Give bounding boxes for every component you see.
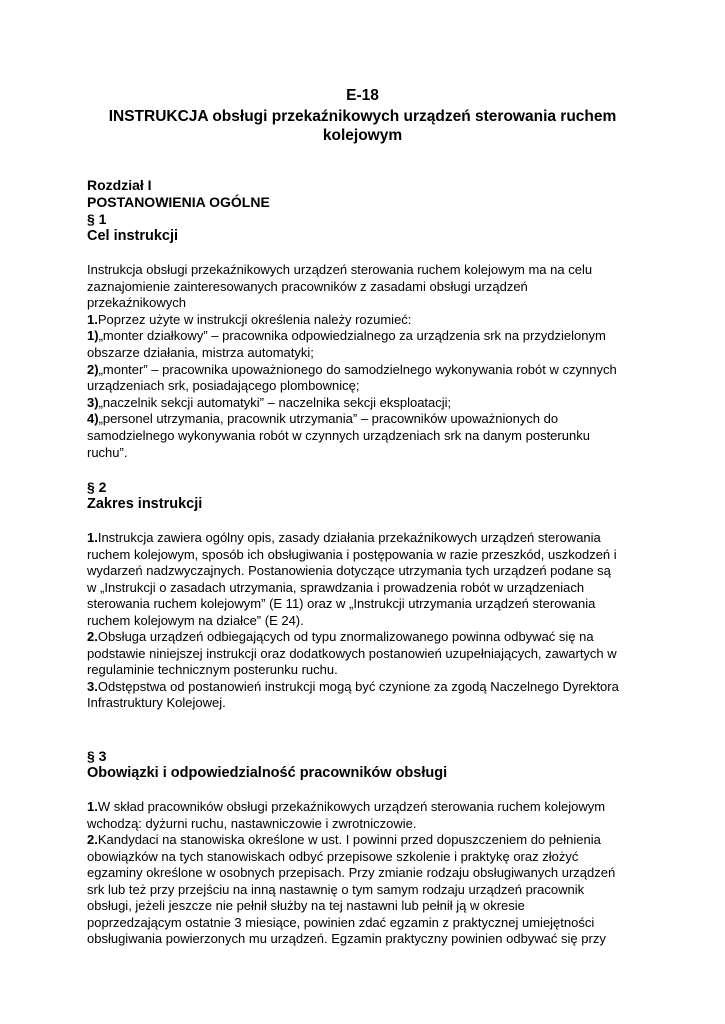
- line-text: ruchem kolejowym, sposób ich obsługiwania i postępowania w razie przeszkód, uszkodzeń i: [87, 546, 617, 562]
- body-line: [87, 816, 416, 832]
- line-text: przekaźnikowych: [87, 295, 186, 311]
- line-text: obsługiwania powierzonych mu urządzeń. Egzamin praktyczny powinien odbywać się przy: [87, 931, 606, 946]
- body-line: [87, 679, 619, 695]
- body-line: [87, 279, 528, 295]
- body-line: [87, 662, 338, 678]
- body-line: [87, 445, 127, 461]
- item-number: 1.: [87, 530, 98, 545]
- line-text: wydarzeń nadzwyczajnych. Postanowienia dotyczące utrzymania tych urządzeń podane są: [87, 563, 611, 578]
- chapter-label: Rozdział I: [87, 177, 152, 193]
- body-line: [87, 378, 359, 394]
- section-3-number: § 3: [87, 748, 107, 764]
- line-text: Odstępstwa od postanowień instrukcji mogą być czynione za zgodą Naczelnego Dyrektora: [97, 678, 619, 694]
- line-text: samodzielnego wykonywania robót w czynnych urządzeniach srk na danym posterunku: [87, 428, 590, 443]
- body-line: [87, 563, 611, 579]
- line-text: Instrukcja obsługi przekaźnikowych urządzeń sterowania ruchem kolejowym ma na celu: [87, 262, 593, 277]
- line-text: obszarze działania, mistrza automatyki;: [87, 345, 314, 360]
- line-text: „monter działkowy” – pracownika odpowiedzialnego za urządzenia srk na przydzielonym: [98, 328, 606, 344]
- document-title-line-1: INSTRUKCJA obsługi przekaźnikowych urządzeń sterowania ruchem: [108, 108, 617, 125]
- item-number: 1): [87, 328, 99, 344]
- item-number: 3.: [87, 678, 98, 694]
- body-line: [87, 596, 595, 612]
- line-text: obowiązków na tych stanowiskach odbyć przepisowe szkolenie i praktykę oraz złożyć: [87, 848, 579, 864]
- line-text: zaznajomienie zainteresowanych pracowników z zasadami obsługi urządzeń: [87, 278, 528, 294]
- line-text: „naczelnik sekcji automatyki” – naczelnika sekcji eksploatacji;: [98, 394, 452, 410]
- body-line: [87, 428, 590, 444]
- body-line: [87, 328, 606, 344]
- chapter-name: POSTANOWIENIA OGÓLNE: [87, 194, 270, 210]
- line-text: Kandydaci na stanowiska określone w ust. I powinni przed dopuszczeniem do pełnienia: [97, 832, 601, 847]
- body-line: [87, 646, 617, 662]
- document-code: E-18: [346, 87, 379, 104]
- body-line: [87, 395, 451, 411]
- body-line: [87, 613, 304, 629]
- body-line: [87, 915, 594, 931]
- line-text: „monter” – pracownika upoważnionego do samodzielnego wykonywania robót w czynnych: [98, 361, 617, 377]
- item-number: 3): [87, 394, 99, 410]
- body-line: [87, 362, 617, 378]
- line-text: sterowania ruchem kolejowym” (E 11) oraz w „Instrukcji utrzymania urządzeń sterowania: [87, 596, 596, 611]
- item-number: 2.: [87, 832, 98, 847]
- body-line: [87, 865, 615, 881]
- body-line: [87, 931, 606, 947]
- body-line: [87, 312, 411, 328]
- line-text: obsługi, jeżeli jeszcze nie pełnił służby na tej nastawni lub pełnił ją w okresie: [87, 898, 525, 913]
- section-2-title: Zakres instrukcji: [87, 496, 203, 512]
- line-text: ruchem kolejowym na działce” (E 24).: [87, 612, 304, 628]
- line-text: regulaminie technicznym posterunku ruchu.: [87, 662, 338, 677]
- item-number: 1.: [87, 311, 98, 327]
- item-number: 1.: [87, 799, 98, 814]
- line-text: Obsługa urządzeń odbiegających od typu znormalizowanego powinna odbywać się na: [97, 629, 594, 644]
- line-text: w „Instrukcji o zasadach utrzymania, sprawdzania i prowadzenia robót w urządzeniach: [87, 579, 585, 595]
- line-text: „personel utrzymania, pracownik utrzymania” – pracowników upoważnionych do: [98, 411, 559, 427]
- line-text: egzaminy określone w osobnych przepisach. Przy zmianie rodzaju obsługiwanych urządzeń: [87, 865, 616, 880]
- line-text: W skład pracowników obsługi przekaźnikowych urządzeń sterowania ruchem kolejowym: [97, 799, 606, 814]
- line-text: podstawie niniejszej instrukcji oraz dodatkowych postanowień uzupełniających, zawartych w: [87, 645, 617, 661]
- item-number: 2): [87, 361, 99, 377]
- body-line: [87, 411, 558, 427]
- section-3-title: Obowiązki i odpowiedzialność pracowników obsługi: [87, 765, 448, 781]
- line-text: poprzedzającym ostatnie 3 miesiące, powinien zdać egzamin z praktycznej umiejętności: [87, 914, 595, 930]
- section-1-title: Cel instrukcji: [87, 228, 179, 244]
- body-line: [87, 695, 226, 711]
- document-title-line-2: kolejowym: [322, 127, 403, 144]
- item-number: 4): [87, 411, 99, 427]
- body-line: [87, 898, 525, 914]
- body-line: [87, 530, 601, 546]
- body-line: [87, 262, 592, 278]
- body-line: [87, 547, 617, 563]
- body-line: [87, 345, 314, 361]
- section-2-number: § 2: [87, 479, 107, 495]
- line-text: wchodzą: dyżurni ruchu, nastawniczowie i zwrotniczowie.: [87, 815, 417, 831]
- body-line: [87, 799, 605, 815]
- section-1-number: § 1: [87, 211, 107, 227]
- item-number: 2.: [87, 629, 98, 644]
- body-line: [87, 295, 186, 311]
- body-line: [87, 629, 594, 645]
- body-line: [87, 849, 578, 865]
- body-line: [87, 832, 601, 848]
- body-line: [87, 882, 584, 898]
- body-line: [87, 580, 584, 596]
- line-text: Instrukcja zawiera ogólny opis, zasady działania przekaźnikowych urządzeń sterowania: [97, 530, 601, 545]
- line-text: Poprzez użyte w instrukcji określenia należy rozumieć:: [97, 311, 412, 327]
- line-text: Infrastruktury Kolejowej.: [87, 695, 226, 710]
- line-text: urządzeniach srk, posiadającego plombownicę;: [87, 378, 360, 394]
- line-text: srk lub też przy przejściu na inną nastawnię o tym samym rodzaju urządzeń pracownik: [87, 881, 585, 897]
- line-text: ruchu”.: [87, 444, 128, 460]
